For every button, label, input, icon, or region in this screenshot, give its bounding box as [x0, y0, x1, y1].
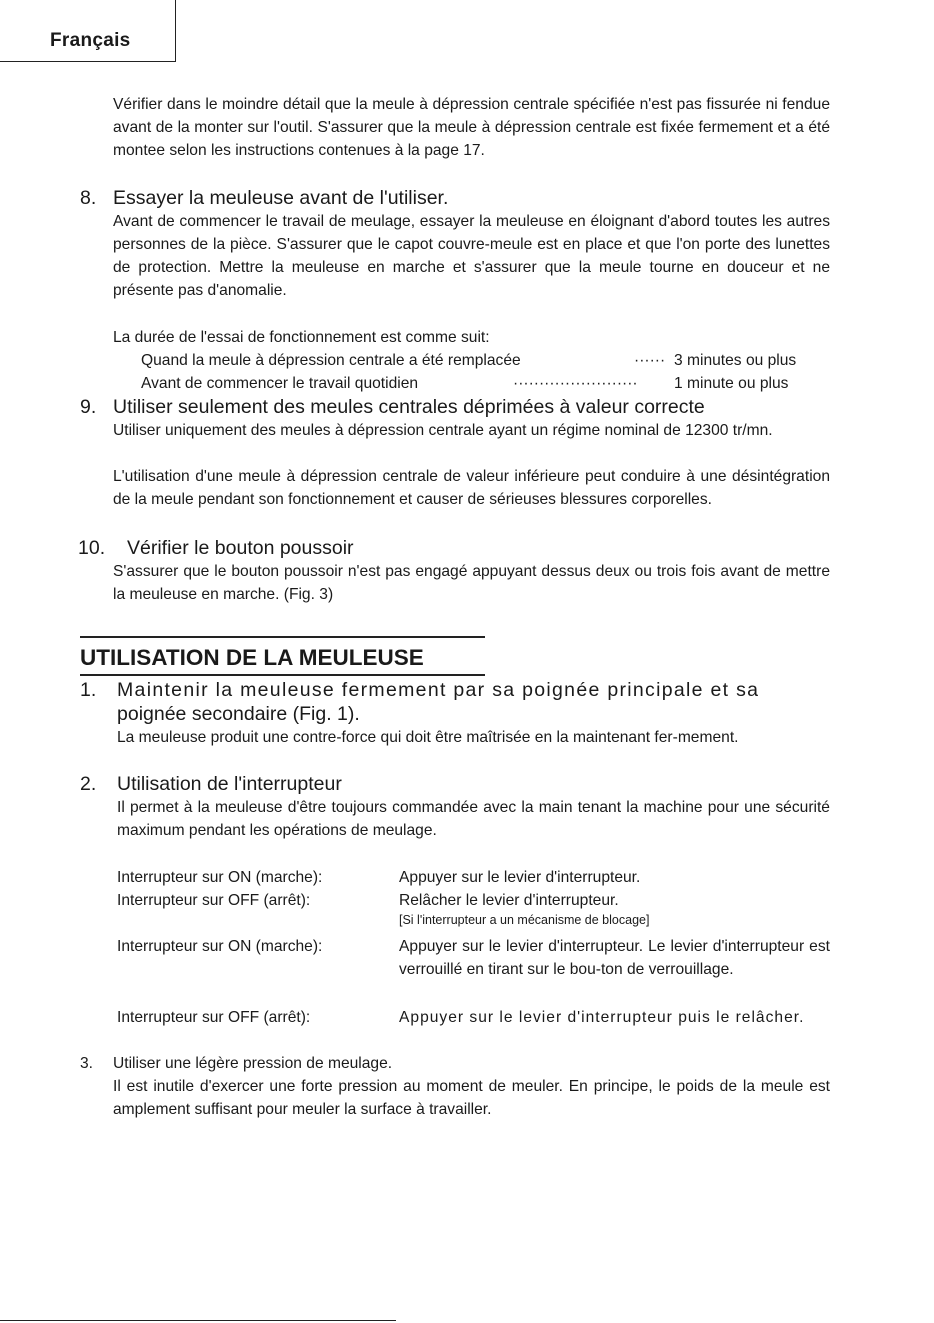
duration-case-2: Avant de commencer le travail quotidien	[141, 375, 419, 392]
duration-case-1: Quand la meule à dépression centrale a été remplacée	[141, 352, 521, 369]
use-item-1-title-line2: poignée secondaire (Fig. 1).	[117, 703, 360, 725]
use-item-2-title: Utilisation de l'interrupteur	[117, 773, 342, 795]
use-item-1-body: La meuleuse produit une contre-force qui doit être maîtrisée en la maintenant fer-mement.	[117, 729, 739, 746]
use-item-1-title-line1: Maintenir la meuleuse fermement par sa poignée principale et sa	[117, 679, 760, 701]
lock-note: [Si l'interrupteur a un mécanisme de blocage]	[399, 913, 650, 927]
item-9-title: Utiliser seulement des meules centrales déprimées à valeur correcte	[113, 396, 705, 418]
use-item-3-title: Utiliser une légère pression de meulage.	[113, 1055, 393, 1072]
item-10-body: S'assurer que le bouton poussoir n'est pas engagé appuyant dessus deux ou trois fois avant de mettre la meuleuse en marche. (Fig. 3)	[113, 563, 830, 603]
switch-row-1-desc: Appuyer sur le levier d'interrupteur.	[399, 869, 641, 886]
use-item-1-number: 1.	[80, 679, 97, 701]
item-10-number: 10.	[78, 537, 106, 559]
item-10-title: Vérifier le bouton poussoir	[127, 537, 354, 559]
lock-row-1-desc: Appuyer sur le levier d'interrupteur. Le levier d'interrupteur est verrouillé en tirant sur le bou-ton de verrouillage.	[399, 938, 830, 978]
lock-row-2-label: Interrupteur sur OFF (arrêt):	[117, 1009, 311, 1026]
intro-paragraph: Vérifier dans le moindre détail que la meule à dépression centrale spécifiée n'est pas fissurée ni fendue avant de la monter sur l'outil. S'assurer que la meule à dépression centrale est fixée fermement et a été montee selon les instructions contenues à la page 17.	[113, 96, 830, 159]
lock-row-1-label: Interrupteur sur ON (marche):	[117, 938, 323, 955]
item-8-body: Avant de commencer le travail de meulage, essayer la meuleuse en éloignant d'abord toutes les autres personnes de la pièce. S'assurer que le capot couvre-meule est en place et que l'on porte des lunettes de protection. Mettre la meuleuse en marche et s'assurer que la meule tourne en douceur et ne présente pas d'anomalie.	[113, 213, 830, 299]
duration-leader-1: ······	[634, 352, 666, 369]
use-item-3-body: Il est inutile d'exercer une forte pression au moment de meuler. En principe, le poids de la meule est amplement suffisant pour meuler la surface à travailler.	[113, 1078, 830, 1118]
use-item-2-number: 2.	[80, 773, 97, 795]
duration-value-2: 1 minute ou plus	[674, 375, 789, 392]
duration-value-1: 3 minutes ou plus	[674, 352, 797, 369]
switch-row-2-label: Interrupteur sur OFF (arrêt):	[117, 892, 311, 909]
item-9-body-1: Utiliser uniquement des meules à dépression centrale ayant un régime nominal de 12300 tr/mn.	[113, 422, 773, 439]
item-8-title: Essayer la meuleuse avant de l'utiliser.	[113, 187, 449, 209]
switch-row-2-desc: Relâcher le levier d'interrupteur.	[399, 892, 619, 909]
section-title: UTILISATION DE LA MEULEUSE	[80, 645, 424, 670]
duration-intro: La durée de l'essai de fonctionnement est comme suit:	[113, 329, 490, 346]
language-label: Français	[50, 30, 131, 51]
item-9-number: 9.	[80, 396, 97, 418]
item-9-body-2: L'utilisation d'une meule à dépression centrale de valeur inférieure peut conduire à une désintégration de la meule pendant son fonctionnement et causer de sérieuses blessures corporelles.	[113, 468, 830, 508]
item-8-number: 8.	[80, 187, 97, 209]
language-tab	[0, 0, 176, 62]
duration-leader-2: ························	[513, 375, 638, 392]
lock-row-2-desc: Appuyer sur le levier d'interrupteur puis le relâcher.	[399, 1009, 805, 1026]
use-item-3-number: 3.	[80, 1055, 94, 1072]
footer-rule	[0, 1320, 396, 1321]
switch-row-1-label: Interrupteur sur ON (marche):	[117, 869, 323, 886]
section-rule-bottom	[80, 674, 485, 676]
section-rule-top	[80, 636, 485, 638]
use-item-2-body: Il permet à la meuleuse d'être toujours commandée avec la main tenant la machine pour une sécurité maximum pendant les opérations de meulage.	[117, 799, 830, 839]
